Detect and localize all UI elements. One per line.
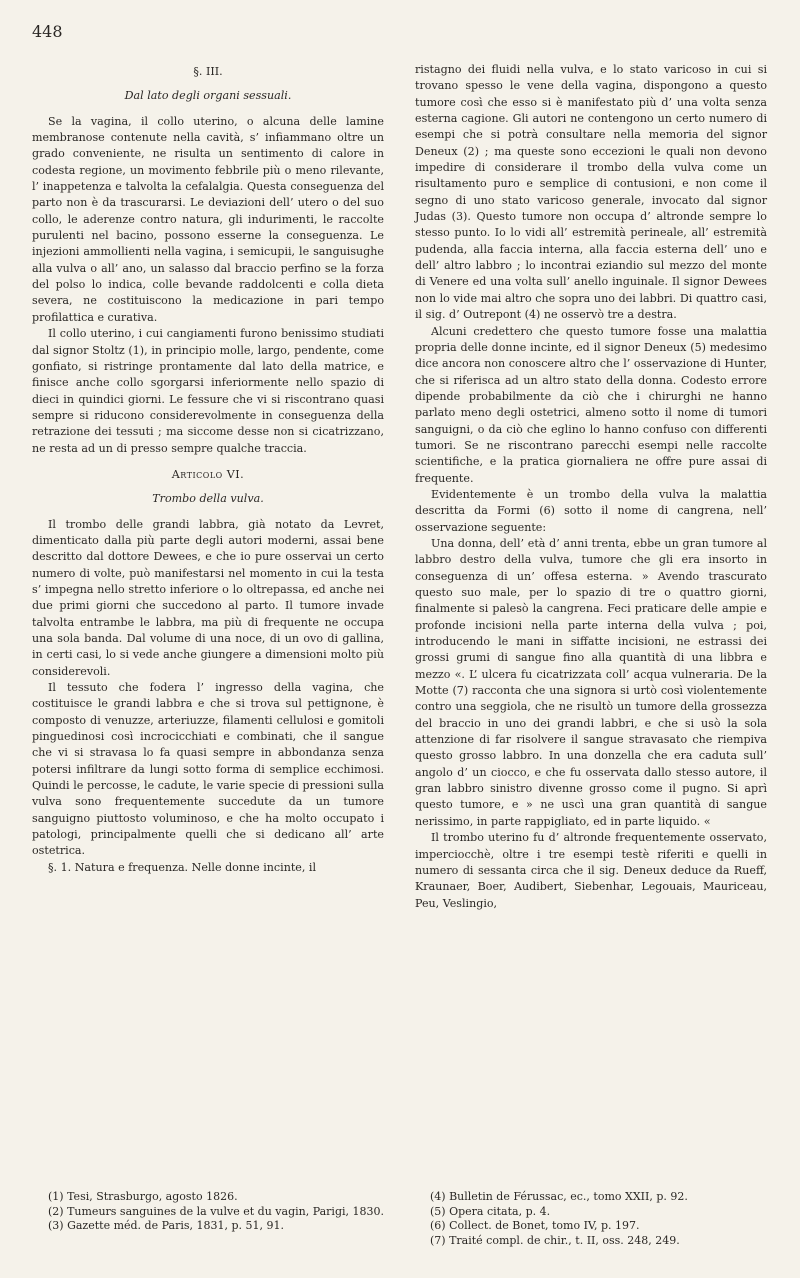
section-heading: §. III. [193,65,223,78]
footnote: (6) Collect. de Bonet, tomo IV, p. 197. [430,1219,640,1233]
footnote: (1) Tesi, Strasburgo, agosto 1826. [48,1190,238,1203]
page-number: 448 [32,22,63,41]
paragraph: Alcuni credettero che questo tumore fosse una malattia propria delle donne incinte, ed il signor Deneux (5) medesimo dice ancora non conoscere altro che l’ osservazione di Hunter, che si riferisca ad un altro stato della donna. Codesto errore dipende probabilmente da ciò che i chirurghi ne hanno parlato meno degli ostetrici, almeno sotto il nome di tumori sanguigni, o da ciò che eglino lo hanno confuso con differenti tumori. Se ne riscontrano parecchi esempi nelle raccolte scientifiche, e la pratica giornaliera ne offre pure assai di frequente. [415,324,767,485]
footnote: (4) Bulletin de Férussac, ec., tomo XXII, p. 92. [430,1190,688,1203]
footnote: (2) Tumeurs sanguines de la vulve et du vagin, Parigi, 1830. [48,1204,384,1218]
footnote: (5) Opera citata, p. 4. [430,1204,551,1218]
left-footnotes [48,1190,400,1234]
left-column [32,62,384,876]
paragraph: Se la vagina, il collo uterino, o alcuna delle lamine membranose contenute nella cavità, s’ infiammano oltre un grado conveniente, ne risulta un sentimento di calore in codesta regione, un movimento febbrile più o meno rilevante, l’ inappetenza e talvolta la cefalalgia. Questa conseguenza del parto non è da trascurarsi. Le deviazioni dell’ utero o del suo collo, le aderenze contro natura, gli indurimenti, le raccolte purulenti nel bacino, possono esserne la conseguenza. Le injezioni ammollienti nella vagina, i semicupii, le sanguisughe alla vulva o all’ ano, un salasso dal braccio perfino se la forza del polso lo indica, colle bevande raddolcenti e colla dieta severa, ne costituiscono la medicazione in pari tempo profilattica e curativa. [32,114,384,324]
paragraph: §. 1. Natura e frequenza. Nelle donne incinte, il [48,860,317,874]
right-footnotes [430,1190,782,1248]
paragraph: Il trombo uterino fu d’ altronde frequentemente osservato, imperciocchè, oltre i tre esempi testè riferiti e quelli in numero di sessanta circa che il sig. Deneux deduce da Rueff, Kraunaer, Boer, Audibert, Siebenhar, Legouais, Mauriceau, Peu, Veslingio, [415,831,767,910]
footnote: (7) Traité compl. de chir., t. II, oss. 248, 249. [430,1233,680,1247]
paragraph: Evidentemente è un trombo della vulva la malattia descritta da Formi (6) sotto il nome di cangrena, nell’ osservazione seguente: [415,487,767,534]
paragraph: Il tessuto che fodera l’ ingresso della vagina, che costituisce le grandi labbra e che si trova sul pettignone, è composto di venuzze, arteriuzze, filamenti cellulosi e gomitoli pinguedinosi così incrocicchiati e combinati, che il sangue che vi si stravasa lo fa quasi sempre in abbondanza senza potersi infiltrare da lungi sotto forma di semplice ecchimosi. Quindi le percosse, le cadute, le varie specie di pressioni sulla vulva sono frequentemente succedute da un tumore sanguigno piuttosto voluminoso, e che ha molto occupato i patologi, principalmente quelli che si dedicano all’ arte ostetrica. [32,681,384,858]
section-title: Dal lato degli organi sessuali. [124,89,292,103]
article-title: Trombo della vulva. [152,492,264,506]
paragraph: ristagno dei fluidi nella vulva, e lo stato varicoso in cui si trovano spesso le vene della vagina, dispongono a questo tumore così che esso si è manifestato più d’ una volta senza esterna cagione. Gli autori ne contengono un certo numero di esempi che si potrà consultare nella memoria del signor Deneux (2) ; ma queste sono eccezioni le quali non devono impedire di considerare il trombo della vulva come un risultamento puro e semplice di contusioni, e non come il segno di uno stato varicoso generale, invocato dal signor Judas (3). Questo tumore non occupa d’ altronde sempre lo stesso punto. Io lo vidi all’ estremità perineale, all’ estremità pudenda, alla faccia interna, alla faccia esterna dell’ uno e dell’ altro labbro ; lo incontrai eziandio sul mezzo del monte di Venere ed una volta sull’ anello inguinale. Il signor Dewees non lo vide mai altro che sopra uno dei labbri. Di quattro casi, il sig. d’ Outrepont (4) ne osservò tre a destra. [415,63,767,322]
paragraph: Una donna, dell’ età d’ anni trenta, ebbe un gran tumore al labbro destro della vulva, tumore che gli era insorto in conseguenza di un’ offesa esterna. » Avendo trascurato questo suo male, per lo spazio di tre o quattro giorni, finalmente si palesò la cangrena. Feci praticare delle ampie e profonde incisioni nella parte interna della vulva ; poi, introducendo le mani in siffatte incisioni, ne estrassi dei grossi grumi di sangue fino alla quantità di una libbra e mezzo «. L’ ulcera fu cicatrizzata coll’ acqua vulneraria. De la Motte (7) racconta che una signora si urtò così violentemente contro una seggiola, che ne risultò un tumore della grossezza del braccio in uno dei grandi labbri, e che si usò la sola attenzione di far risolvere il sangue stravasato che riempiva questo grosso labbro. In una donzella che era caduta sull’ angolo d’ un ciocco, e che fu osservata dallo stesso autore, il gran labbro sinistro divenne grosso come il pugno. Si aprì questo tumore, e » ne uscì una gran quantità di sangue nerissimo, in parte rappigliato, ed in parte liquido. « [415,536,767,828]
right-column [415,62,767,912]
paragraph: Il trombo delle grandi labbra, già notato da Levret, dimenticato dalla più parte degli autori moderni, assai bene descritto dal dottore Dewees, e che io pure osservai un certo numero di volte, può manifestarsi nel momento in cui la testa s’ impegna nello stretto inferiore o lo oltrepassa, ed anche nei due primi giorni che succedono al parto. Il tumore invade talvolta entrambe le labbra, ma più di frequente ne occupa una sola banda. Dal volume di una noce, di un ovo di gallina, in certi casi, lo si vede anche giungere a dimensioni molto più considerevoli. [32,517,384,678]
paragraph: Il collo uterino, i cui cangiamenti furono benissimo studiati dal signor Stoltz (1), in principio molle, largo, pendente, come gonfiato, si ristringe prontamente dal lato della matrice, e finisce anche collo sgorgarsi inferiormente nello spazio di dieci in quindici giorni. Le fessure che vi si riscontrano quasi sempre si riducono considerevolmente in conseguenza della retrazione dei tessuti ; ma siccome desse non si cicatrizzano, ne resta ad un di presso sempre qualche traccia. [32,327,384,455]
article-heading: Articolo VI. [171,467,245,481]
footnote: (3) Gazette méd. de Paris, 1831, p. 51, 91. [48,1219,284,1233]
